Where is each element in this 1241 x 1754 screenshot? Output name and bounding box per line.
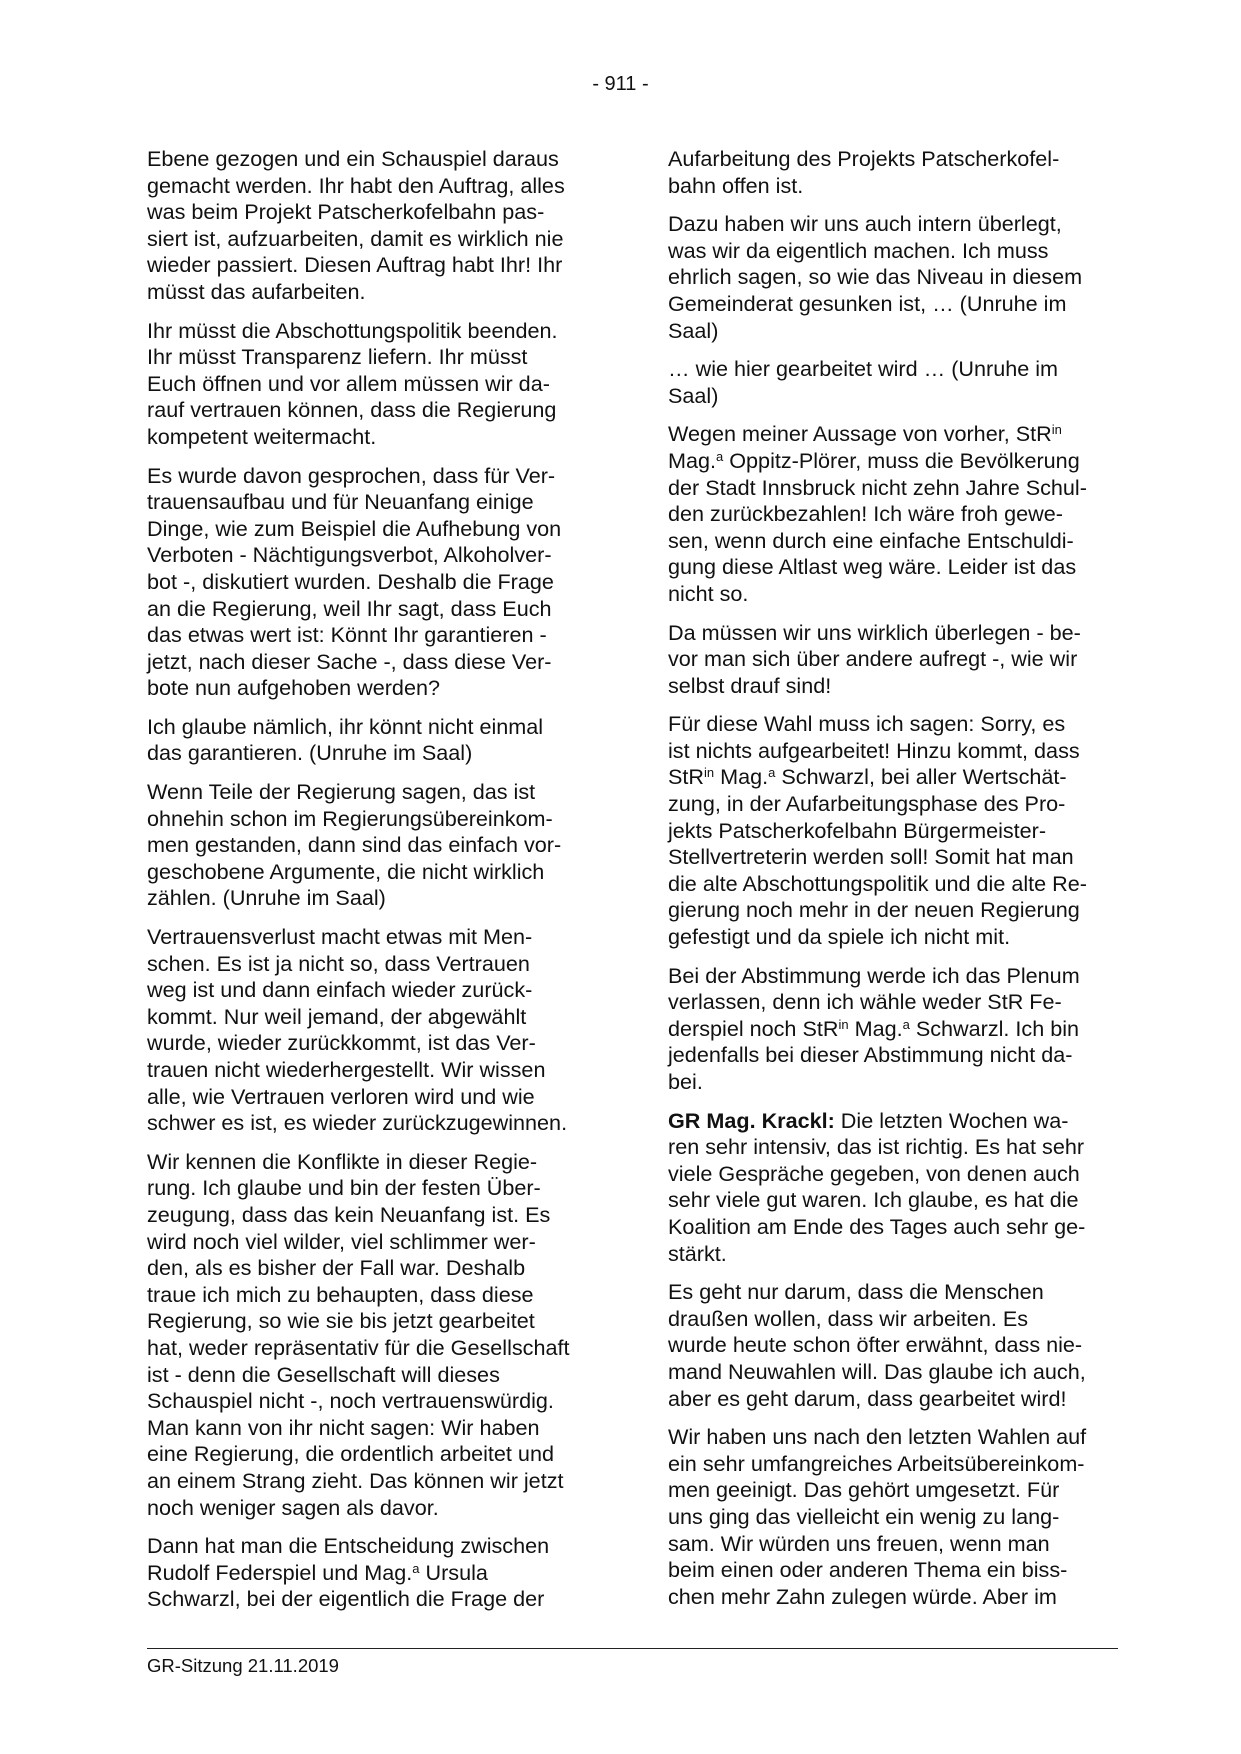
- text-line: Regierung, so wie sie bis jetzt gearbeitet: [147, 1308, 535, 1334]
- paragraph: [668, 1279, 1116, 1412]
- text-line: trauen nicht wiederhergestellt. Wir wissen: [147, 1057, 546, 1082]
- text-line: wieder passiert. Diesen Auftrag habt Ihr! Ihr: [147, 252, 563, 278]
- page-number: - 911 -: [592, 73, 649, 95]
- text-line: bei.: [668, 1069, 703, 1094]
- paragraph: [147, 146, 599, 306]
- text-line: müsst das aufarbeiten.: [147, 278, 366, 304]
- paragraph: [668, 1424, 1116, 1610]
- text-line: an einem Strang zieht. Das können wir jetzt: [147, 1467, 564, 1493]
- text-line: wird noch viel wilder, viel schlimmer wer-: [147, 1228, 536, 1254]
- text-line: … wie hier gearbeitet wird … (Unruhe im: [668, 356, 1059, 382]
- text-line: gefestigt und da spiele ich nicht mit.: [668, 924, 1011, 950]
- text-line: mand Neuwahlen will. Das glaube ich auch,: [668, 1358, 1086, 1384]
- text-line: Bei der Abstimmung werde ich das Plenum: [668, 962, 1080, 988]
- text-line: Rudolf Federspiel und Mag.$^a$ Ursula: [147, 1559, 488, 1585]
- text-line: das etwas wert ist: Könnt Ihr garantieren -: [147, 622, 547, 648]
- paragraph: [147, 318, 599, 451]
- text-line: weg ist und dann einfach wieder zurück-: [147, 977, 533, 1003]
- text-line: Verboten - Nächtigungsverbot, Alkoholver-: [147, 542, 552, 568]
- text-line: kompetent weitermacht.: [147, 423, 377, 449]
- paragraph: [668, 211, 1116, 344]
- text-line: zählen. (Unruhe im Saal): [147, 885, 386, 911]
- text-line: bahn offen ist.: [668, 172, 804, 198]
- text-line: bot -, diskutiert wurden. Deshalb die Frage: [147, 568, 554, 594]
- text-line: nicht so.: [668, 580, 749, 606]
- text-line: ist nichts aufgearbeitet! Hinzu kommt, dass: [668, 737, 1080, 763]
- speaker-name: GR Mag. Krackl:: [668, 1107, 835, 1133]
- paragraph: [668, 711, 1116, 950]
- text-line: Vertrauensverlust macht etwas mit Men-: [147, 924, 533, 950]
- text-line: den zurückbezahlen! Ich wäre froh gewe-: [668, 501, 1063, 527]
- text-line: der Stadt Innsbruck nicht zehn Jahre Schul-: [668, 474, 1087, 500]
- paragraph: [668, 146, 1116, 199]
- text-line: wurde, wieder zurückkommt, ist das Ver-: [147, 1030, 536, 1056]
- text-line: jedenfalls bei dieser Abstimmung nicht da-: [668, 1042, 1073, 1068]
- text-line: ohnehin schon im Regierungsübereinkom-: [147, 805, 553, 831]
- text-line: die alte Abschottungspolitik und die alte Re-: [668, 870, 1087, 896]
- paragraph: [147, 924, 599, 1137]
- paragraph: [147, 1533, 599, 1613]
- text-line: zung, in der Aufarbeitungsphase des Pro-: [668, 791, 1066, 817]
- paragraph: [147, 779, 599, 912]
- text-line: men gestanden, dann sind das einfach vor-: [147, 832, 562, 858]
- text-line: jekts Patscherkofelbahn Bürgermeister-: [668, 817, 1047, 843]
- paragraph: [668, 963, 1116, 1096]
- speech-text: Die letzten Wochen wa-: [834, 1107, 1069, 1133]
- text-line: gung diese Altlast weg wäre. Leider ist das: [668, 554, 1077, 580]
- text-line: jetzt, nach dieser Sache -, dass diese Ver-: [147, 648, 552, 674]
- text-line: siert ist, aufzuarbeiten, damit es wirklich nie: [147, 225, 564, 251]
- paragraph: [668, 421, 1116, 607]
- text-line: Ich glaube nämlich, ihr könnt nicht einmal: [147, 713, 544, 739]
- text-line: Es geht nur darum, dass die Menschen: [668, 1279, 1044, 1305]
- text-line: Schauspiel nicht -, noch vertrauenswürdig.: [147, 1388, 554, 1414]
- text-line: geschobene Argumente, die nicht wirklich: [147, 858, 545, 884]
- text-line: Saal): [668, 382, 719, 408]
- text-line: sehr viele gut waren. Ich glaube, es hat die: [668, 1187, 1079, 1213]
- text-line: Stellvertreterin werden soll! Somit hat man: [668, 844, 1074, 870]
- text-line: StR$^{in}$ Mag.$^a$ Schwarzl, bei aller Wertschät-: [668, 764, 1067, 790]
- text-line: Es wurde davon gesprochen, dass für Ver-: [147, 462, 556, 488]
- text-line: Für diese Wahl muss ich sagen: Sorry, es: [668, 711, 1066, 737]
- right-column: [668, 146, 1116, 1622]
- text-line: ist - denn die Gesellschaft will dieses: [147, 1361, 500, 1387]
- text-line: das garantieren. (Unruhe im Saal): [147, 740, 473, 766]
- text-line: Wenn Teile der Regierung sagen, das ist: [147, 779, 536, 805]
- text-line: was wir da eigentlich machen. Ich muss: [668, 237, 1049, 263]
- text-line: verlassen, denn ich wähle weder StR Fe-: [668, 989, 1062, 1015]
- text-line: uns ging das vielleicht ein wenig zu lang-: [668, 1503, 1060, 1529]
- text-line: trauensaufbau und für Neuanfang einige: [147, 489, 534, 515]
- text-line: men geeinigt. Das gehört umgesetzt. Für: [668, 1477, 1060, 1503]
- text-line: selbst drauf sind!: [668, 672, 832, 698]
- footer-divider: [147, 1648, 1118, 1649]
- text-line: Euch öffnen und vor allem müssen wir da-: [147, 370, 550, 396]
- text-line: kommt. Nur weil jemand, der abgewählt: [147, 1003, 527, 1029]
- text-line: traue ich mich zu behaupten, dass diese: [147, 1281, 534, 1307]
- text-line: aber es geht darum, dass gearbeitet wird!: [668, 1385, 1067, 1411]
- text-line: sam. Wir würden uns freuen, wenn man: [668, 1530, 1050, 1556]
- text-line: vor man sich über andere aufregt -, wie wir: [668, 646, 1078, 672]
- text-line: derspiel noch StR$^{in}$ Mag.$^a$ Schwarzl. Ich bin: [668, 1015, 1080, 1041]
- text-line: Koalition am Ende des Tages auch sehr ge-: [668, 1213, 1086, 1239]
- text-line: ehrlich sagen, so wie das Niveau in diesem: [668, 264, 1083, 290]
- text-line: Saal): [668, 317, 719, 343]
- text-line: Schwarzl, bei der eigentlich die Frage der: [147, 1586, 545, 1612]
- text-line: Dinge, wie zum Beispiel die Aufhebung von: [147, 515, 562, 541]
- text-line: rung. Ich glaube und bin der festen Über-: [147, 1175, 541, 1201]
- text-line: Wir kennen die Konflikte in dieser Regie-: [147, 1148, 538, 1174]
- text-line: Dann hat man die Entscheidung zwischen: [147, 1533, 550, 1559]
- text-line: zeugung, dass das kein Neuanfang ist. Es: [147, 1201, 551, 1227]
- text-line: hat, weder repräsentativ für die Gesellschaft: [147, 1334, 570, 1360]
- text-line: ren sehr intensiv, das ist richtig. Es hat sehr: [668, 1134, 1085, 1160]
- paragraph-krackl: [668, 1108, 1116, 1268]
- paragraph: [147, 1149, 599, 1521]
- text-line: noch weniger sagen als davor.: [147, 1494, 439, 1520]
- text-line: sen, wenn durch eine einfache Entschuldi-: [668, 527, 1074, 553]
- text-line: Da müssen wir uns wirklich überlegen - be-: [668, 619, 1081, 645]
- text-line: Man kann von ihr nicht sagen: Wir haben: [147, 1414, 540, 1440]
- text-line: Ebene gezogen und ein Schauspiel daraus: [147, 146, 559, 171]
- text-line: Wegen meiner Aussage von vorher, StR$^{in}$: [668, 421, 1062, 447]
- text-line: Ihr müsst Transparenz liefern. Ihr müsst: [147, 344, 528, 370]
- text-line: eine Regierung, die ordentlich arbeitet und: [147, 1441, 554, 1467]
- text-line: Ihr müsst die Abschottungspolitik beenden.: [147, 317, 558, 343]
- paragraph: [668, 620, 1116, 700]
- text-line: bote nun aufgehoben werden?: [147, 675, 440, 701]
- paragraph: [147, 714, 599, 767]
- text-line: Gemeinderat gesunken ist, … (Unruhe im: [668, 290, 1067, 316]
- footer-session-date: GR-Sitzung 21.11.2019: [147, 1655, 339, 1676]
- text-line: an die Regierung, weil Ihr sagt, dass Euch: [147, 595, 552, 621]
- text-line: was beim Projekt Patscherkofelbahn pas-: [147, 199, 545, 225]
- text-line: rauf vertrauen können, dass die Regierung: [147, 397, 557, 423]
- text-line: alle, wie Vertrauen verloren wird und wie: [147, 1083, 535, 1109]
- paragraph: [147, 463, 599, 702]
- text-line: wurde heute schon öfter erwähnt, dass nie-: [668, 1332, 1083, 1358]
- text-line: Dazu haben wir uns auch intern überlegt,: [668, 211, 1062, 237]
- text-line: Mag.$^a$ Oppitz-Plörer, muss die Bevölkerung: [668, 447, 1080, 473]
- text-line: schen. Es ist ja nicht so, dass Vertrauen: [147, 950, 530, 976]
- text-line: Wir haben uns nach den letzten Wahlen auf: [668, 1424, 1087, 1450]
- text-line: gemacht werden. Ihr habt den Auftrag, alles: [147, 172, 565, 198]
- text-line: den, als es bisher der Fall war. Deshalb: [147, 1255, 526, 1281]
- left-column: [147, 146, 599, 1625]
- text-line: ein sehr umfangreiches Arbeitsübereinkom-: [668, 1450, 1085, 1476]
- paragraph: [668, 356, 1116, 409]
- text-line: chen mehr Zahn zulegen würde. Aber im: [668, 1583, 1057, 1609]
- text-line: Aufarbeitung des Projekts Patscherkofel-: [668, 146, 1060, 171]
- text-line: draußen wollen, dass wir arbeiten. Es: [668, 1305, 1029, 1331]
- text-line: beim einen oder anderen Thema ein biss-: [668, 1557, 1068, 1583]
- text-line: gierung noch mehr in der neuen Regierung: [668, 897, 1080, 923]
- text-line: schwer es ist, es wieder zurückzugewinnen.: [147, 1110, 568, 1136]
- text-line: stärkt.: [668, 1240, 727, 1266]
- text-line: viele Gespräche gegeben, von denen auch: [668, 1160, 1080, 1186]
